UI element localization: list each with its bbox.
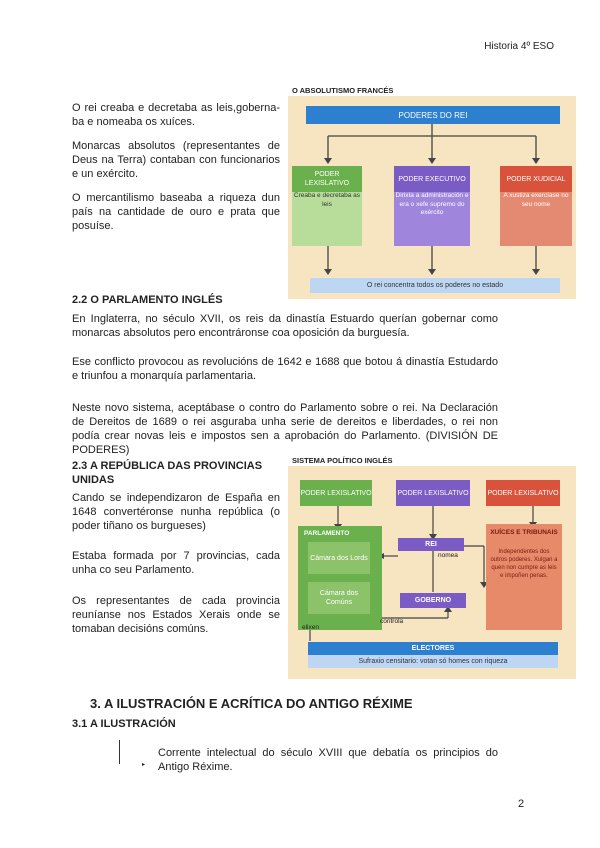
diagram-absolutism (288, 96, 576, 299)
legislative-power-1-box: PODER LEXISLATIVO (300, 480, 372, 506)
elect-label: elixen (302, 624, 319, 631)
census-suffrage-box: Sufraxio censitario: votan só homes con riqueza (308, 655, 558, 668)
section-3-1-bullet-text: Corrente intelectual do século XVIII que debatía os principios do Antigo Réxime. (158, 747, 498, 773)
legislative-power-text: Creaba e decretaba as leis (292, 192, 362, 246)
diagram-english-system (288, 466, 576, 679)
section-2-2-paragraph-1: En Inglaterra, no século XVII, os reis da dinastía Estuardo querían gobernar como monarcas absolutos pero encontráronse coa oposición da burguesía. (72, 313, 498, 339)
bullet-marker-icon: ▸ (142, 762, 146, 768)
section-2-2-paragraph-2: Ese conflicto provocou as revolucións de 1642 e 1688 que botou á dinastía Estudardo e triunfou a monarquía parlamentaria. (72, 356, 498, 382)
house-of-commons-box: Cámara dos Comúns (308, 582, 370, 614)
executive-power-box: PODER EXECUTIVO (394, 166, 470, 192)
section-2-3-paragraph-1: Cando se independizaron de España en 1648 convertéronse nunha república (o poder tiñano os burgueses) (72, 492, 280, 532)
government-box: GOBERNO (400, 593, 466, 608)
king-concentrates-box: O rei concentra todos os poderes no estado (310, 278, 560, 293)
section-3-1-title: 3.1 A ILUSTRACIÓN (72, 718, 176, 730)
appoints-label: nomea (438, 552, 458, 559)
bullet-rule (119, 740, 120, 764)
courts-label: XUÍCES E TRIBUNAIS (490, 529, 558, 536)
king-box: REI (398, 538, 464, 551)
judicial-power-text: A xustiza exercíase no seu nome (500, 192, 572, 246)
section-2-3-paragraph-3: Os representantes de cada provincia reuníanse nos Estados Xerais onde se tomaban decisións comúns. (72, 595, 280, 635)
controls-label: controla (380, 618, 404, 625)
courts-text: Independentes dos outros poderes. Xulgan a quen non cumpre as leis e impoñen penas. (490, 549, 558, 579)
intro-paragraph-1: O rei creaba e decretaba as leis,goberna-ba e nomeaba os xuíces. (72, 102, 280, 128)
voters-box: ELECTORES (308, 642, 558, 655)
diagram-absolutism-title: O ABSOLUTISMO FRANCÉS (292, 86, 394, 95)
legislative-power-2-box: PODER LEXISLATIVO (396, 480, 470, 506)
parliament-label: PARLAMENTO (304, 530, 350, 537)
section-3-title: 3. A ILUSTRACIÓN E ACRÍTICA DO ANTIGO RÉXIME (90, 696, 413, 711)
judicial-power-box: PODER XUDICIAL (500, 166, 572, 192)
parliament-box (298, 526, 382, 630)
section-2-3-paragraph-2: Estaba formada por 7 provincias, cada unha co seu Parlamento. (72, 550, 280, 576)
legislative-power-box: PODER LEXISLATIVO (292, 166, 362, 192)
section-2-2-title: 2.2 O PARLAMENTO INGLÉS (72, 294, 223, 306)
header-subject: Historia 4º ESO (484, 41, 554, 52)
executive-power-text: Dirixía a administración e era o xefe supremo do exército (394, 192, 470, 246)
section-2-2-paragraph-3: Neste novo sistema, aceptábase o contro do Parlamento sobre o rei. Na Declaración de Dereitos de 1689 o rei asguraba unha serie de dereitos e liberdades, o rei non podía crear novas leis e impostos sen a aprobación do Parlamento. (DIVISIÓN DE PODERES) (72, 402, 498, 456)
house-of-lords-box: Cámara dos Lords (308, 542, 370, 574)
courts-box (486, 524, 562, 630)
page-number: 2 (518, 798, 525, 810)
kings-powers-box: PODERES DO REI (306, 106, 560, 124)
intro-paragraph-2: Monarcas absolutos (representantes de Deus na Terra) contaban con funcionarios e un exército. (72, 140, 280, 180)
intro-paragraph-3: O mercantilismo baseaba a riqueza dun país na cantidade de ouro e prata que posuíse. (72, 192, 280, 232)
diagram-english-system-title: SISTEMA POLÍTICO INGLÉS (292, 456, 393, 465)
legislative-power-3-box: PODER LEXISLATIVO (486, 480, 560, 506)
section-2-3-title: 2.3 A REPÚBLICA DAS PROVINCIAS UNIDAS (72, 460, 263, 486)
